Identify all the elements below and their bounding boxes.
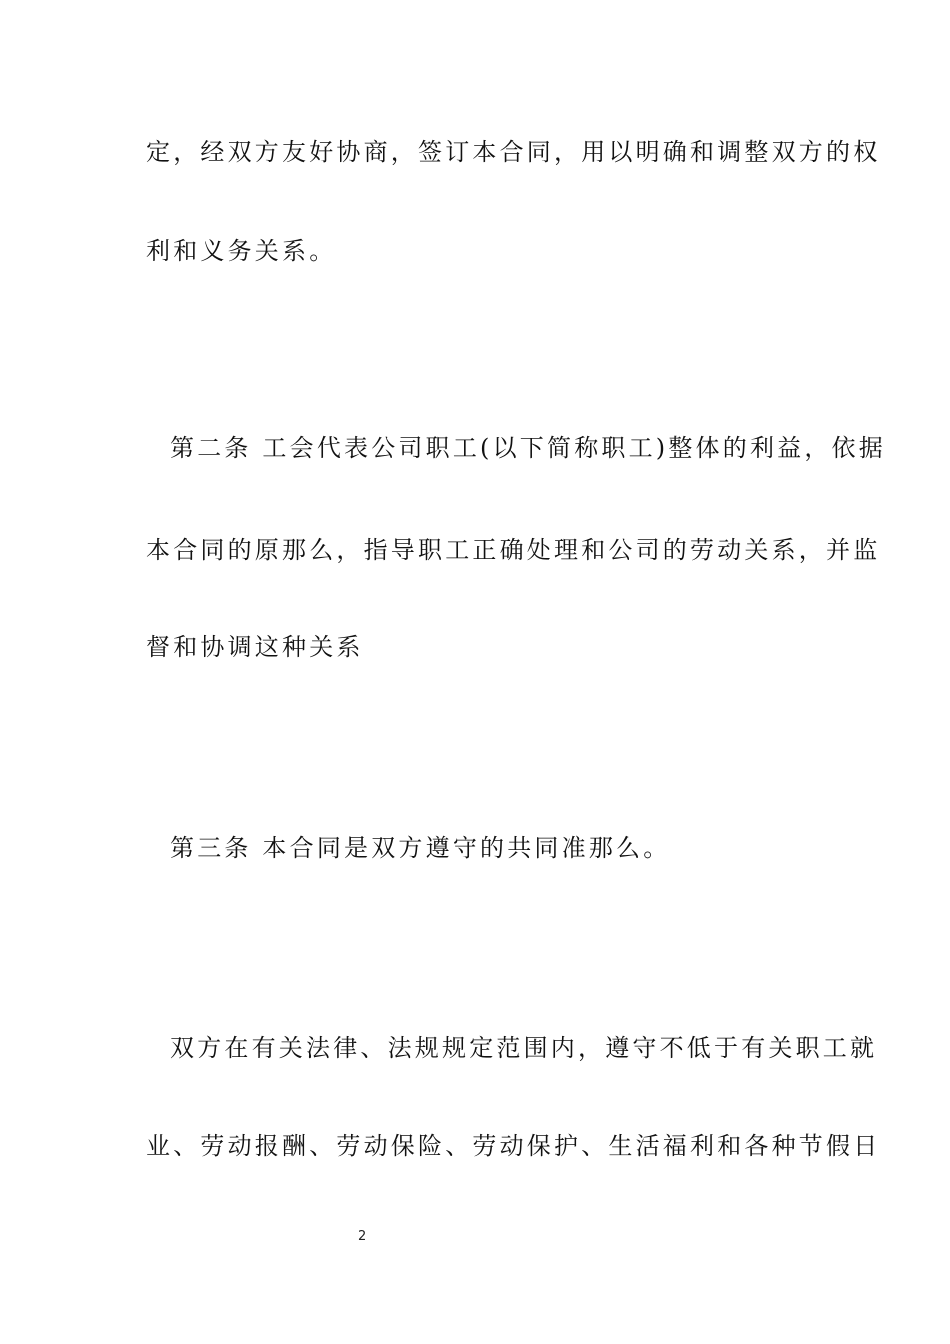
- text-line: 定，经双方友好协商，签订本合同，用以明确和调整双方的权: [146, 138, 881, 166]
- text-line: 业、劳动报酬、劳动保险、劳动保护、生活福利和各种节假日: [146, 1132, 881, 1160]
- article-3-line: 第三条 本合同是双方遵守的共同准那么。: [170, 834, 671, 862]
- text-line: 督和协调这种关系: [146, 633, 364, 661]
- text-line: 利和义务关系。: [146, 237, 337, 265]
- paragraph-line: 双方在有关法律、法规规定范围内，遵守不低于有关职工就: [170, 1034, 878, 1062]
- article-2-line: 第二条 工会代表公司职工(以下简称职工)整体的利益，依据: [170, 434, 886, 462]
- text-line: 本合同的原那么，指导职工正确处理和公司的劳动关系，并监: [146, 536, 881, 564]
- page-number: 2: [358, 1229, 367, 1244]
